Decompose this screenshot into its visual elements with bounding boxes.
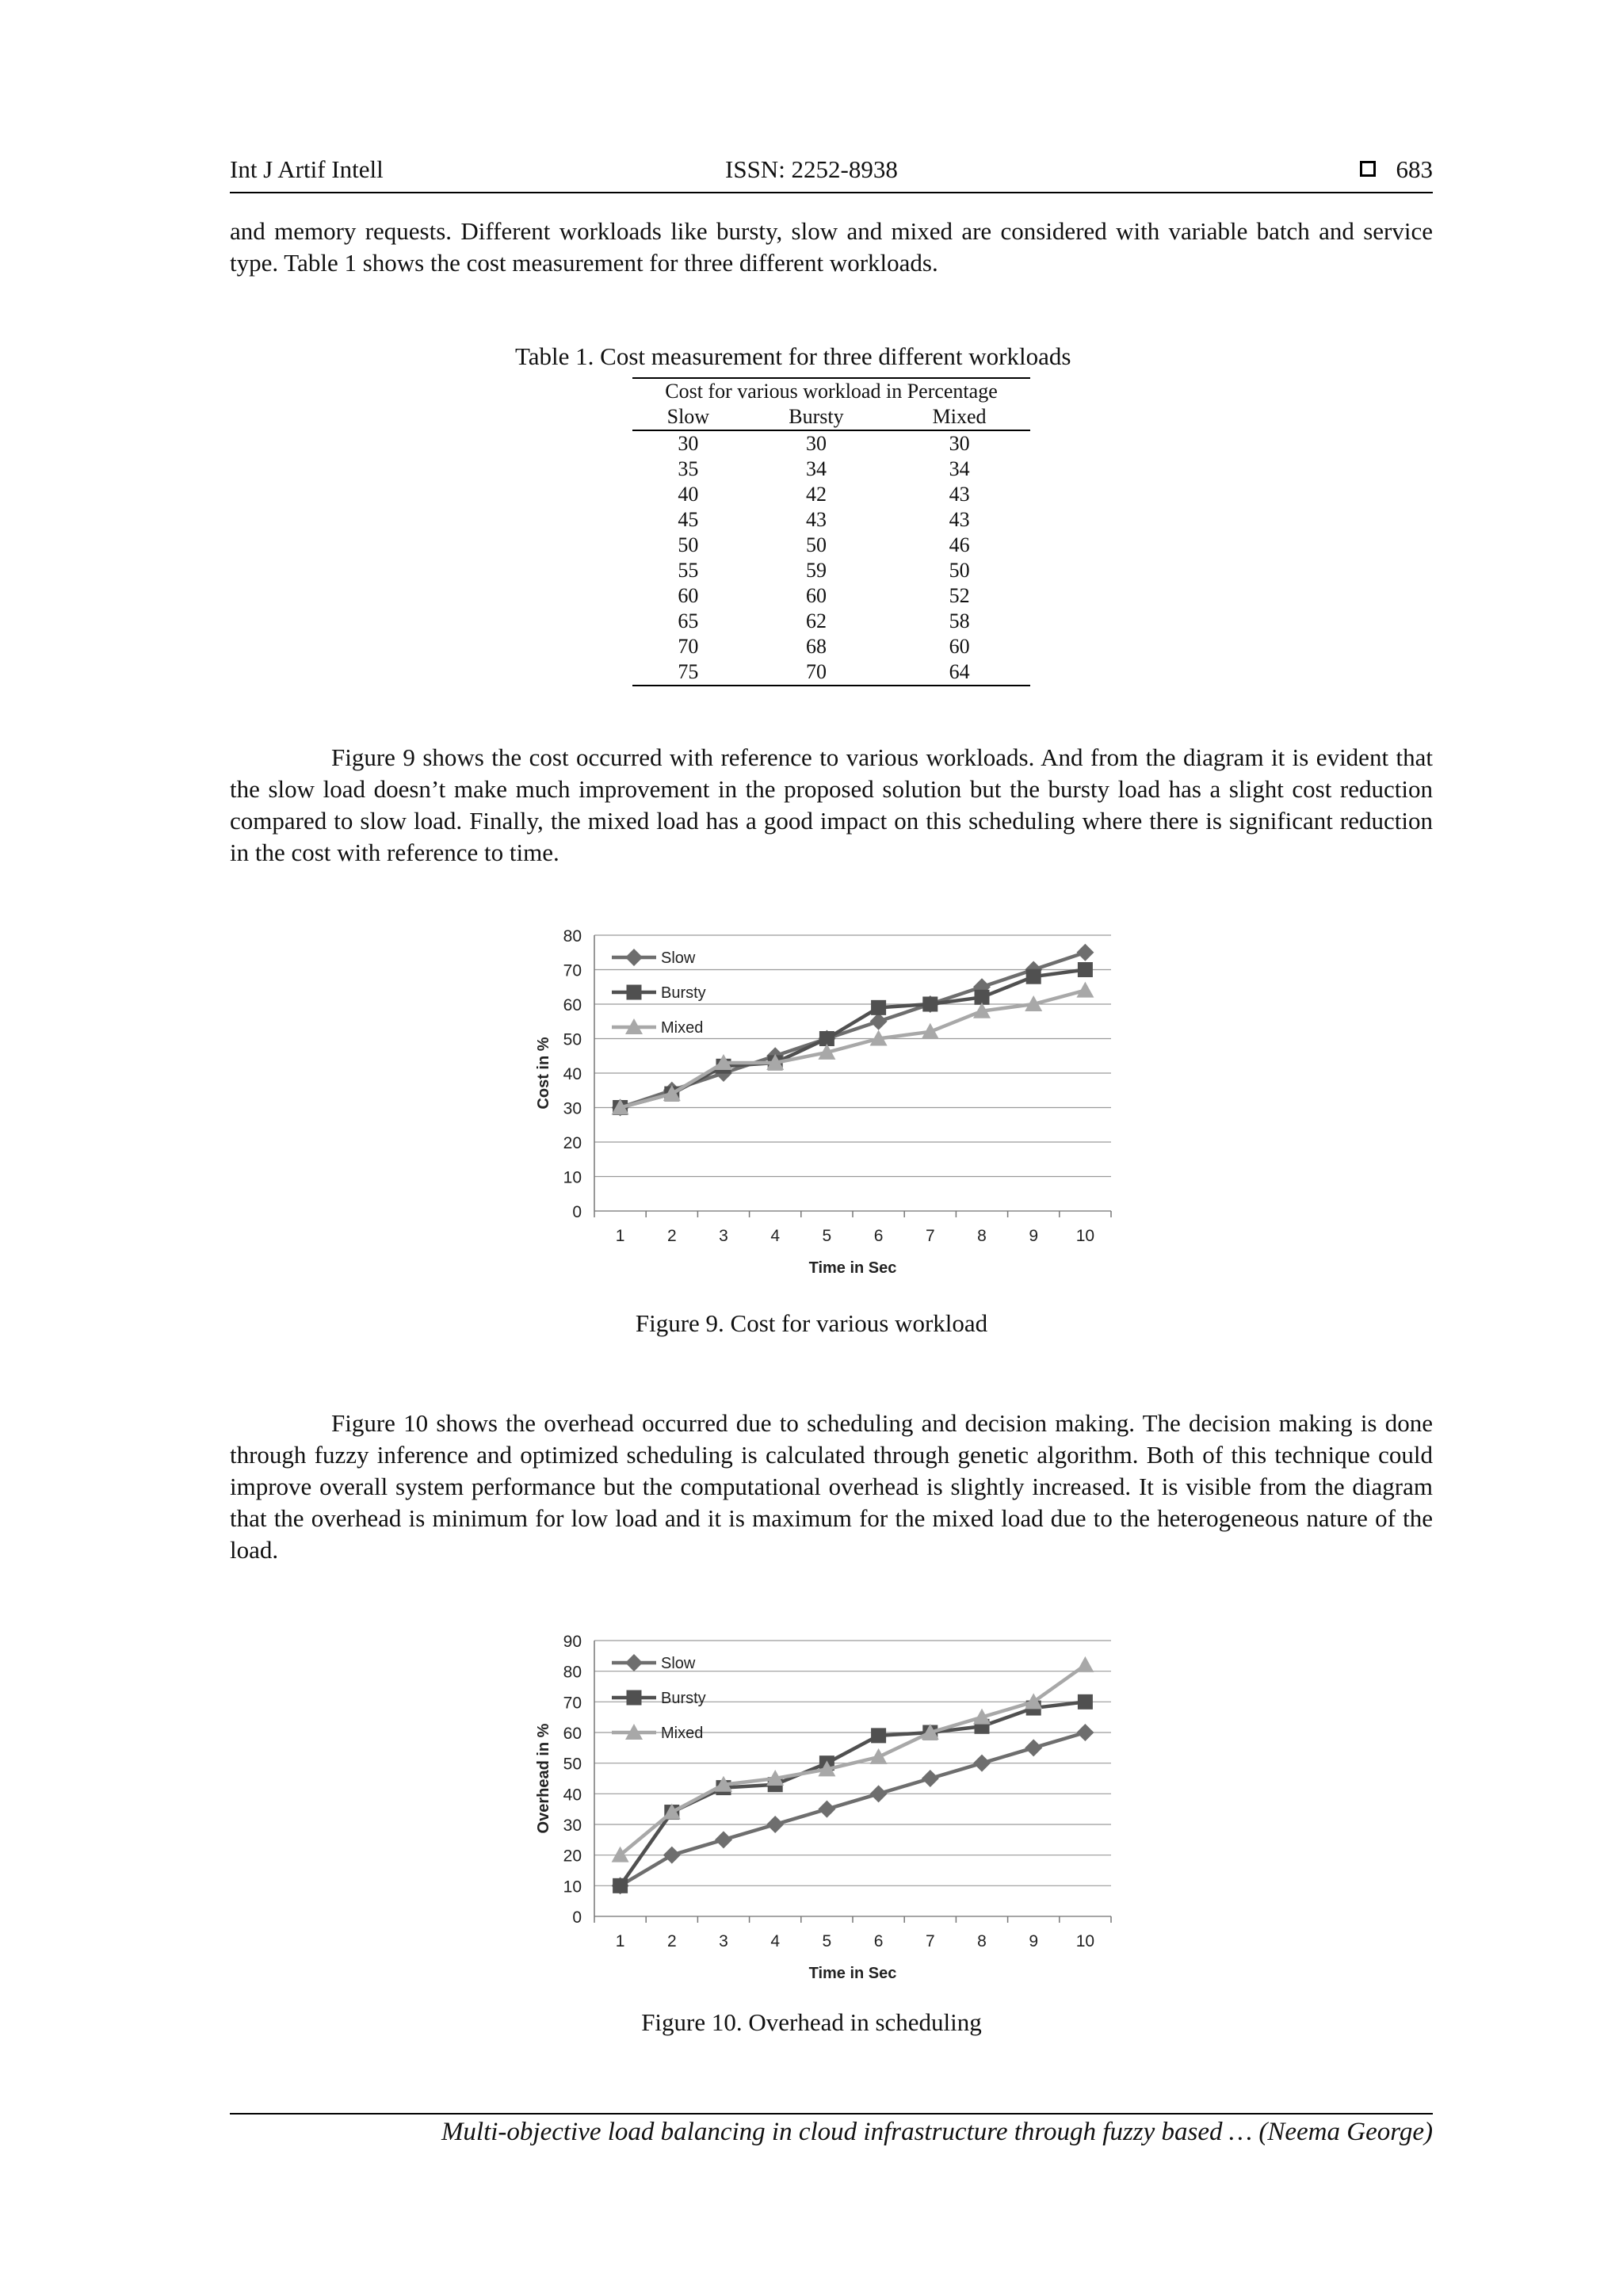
y-tick-label: 80 <box>563 1663 582 1682</box>
data-point-bursty <box>1078 962 1093 977</box>
x-tick-label: 10 <box>1075 1932 1095 1950</box>
series-line-slow <box>621 1733 1086 1885</box>
table-row <box>632 457 1030 482</box>
legend-marker <box>627 1690 642 1706</box>
y-tick-label: 30 <box>563 1817 582 1835</box>
data-point-mixed <box>1076 1656 1094 1672</box>
table-row <box>632 583 1030 609</box>
table-body <box>632 430 1030 686</box>
data-point-mixed <box>870 1748 888 1764</box>
x-tick-label: 2 <box>666 1227 677 1245</box>
data-point-slow <box>715 1831 732 1848</box>
table-cell: 50 <box>949 559 970 582</box>
data-point-slow <box>1076 944 1094 961</box>
table-cell: 43 <box>805 508 827 531</box>
table-cell: 60 <box>949 635 970 658</box>
x-tick-label: 4 <box>770 1227 781 1245</box>
x-tick-label: 5 <box>822 1227 832 1245</box>
table-row <box>632 634 1030 659</box>
data-point-slow <box>870 1013 888 1030</box>
cost-chart <box>515 911 1133 1284</box>
y-tick-label: 60 <box>563 996 582 1014</box>
x-tick-label: 4 <box>770 1932 781 1950</box>
legend-label: Mixed <box>661 1725 704 1742</box>
data-point-slow <box>818 1801 835 1818</box>
y-tick-label: 30 <box>563 1099 582 1118</box>
table-row <box>632 507 1030 533</box>
table-cell: 45 <box>678 508 699 531</box>
x-tick-label: 6 <box>873 1227 884 1245</box>
table-cell: 30 <box>949 432 970 455</box>
legend-item-bursty <box>612 1690 706 1707</box>
figure10-caption: Figure 10. Overhead in scheduling <box>641 2008 982 2036</box>
paragraph-figure10-discussion: Figure 10 shows the overhead occurred due to scheduling and decision making. The decision making is done through fuzzy inference and optimized scheduling is calculated through genetic algorithm. Both of this technique could improve overall system performance but the computational overhead is slightly increased. It is visible from the diagram that the overhead is minimum for low load and it is maximum for the mixed load due to the heterogeneous nature of the load. <box>230 1409 1433 1564</box>
legend-label: Bursty <box>661 1690 706 1707</box>
data-point-bursty <box>1078 1694 1093 1710</box>
table-col-slow: Slow <box>632 404 744 430</box>
legend-item-slow <box>612 1654 696 1672</box>
x-tick-label: 7 <box>925 1227 935 1245</box>
page-number: 683 <box>1396 155 1433 183</box>
table-cell: 50 <box>678 533 699 556</box>
data-point-bursty <box>871 1728 886 1743</box>
x-tick-label: 2 <box>666 1932 677 1950</box>
table-cell: 60 <box>805 584 827 607</box>
x-tick-label: 7 <box>925 1932 935 1950</box>
table-row <box>632 659 1030 686</box>
y-tick-label: 50 <box>563 1030 582 1049</box>
legend-item-slow <box>612 949 696 967</box>
x-tick-label: 10 <box>1075 1227 1095 1245</box>
paragraph-intro: and memory requests. Different workloads like bursty, slow and mixed are considered with variable batch and service type. Table 1 shows the cost measurement for three different workloads. <box>230 217 1433 277</box>
legend-label: Slow <box>661 1655 696 1672</box>
y-tick-label: 70 <box>563 961 582 980</box>
table-cell: 70 <box>678 635 699 658</box>
y-tick-label: 10 <box>563 1878 582 1897</box>
table-cell: 64 <box>888 659 1030 686</box>
table-cell: 59 <box>805 559 827 582</box>
data-point-slow <box>1076 1724 1094 1741</box>
y-tick-label: 20 <box>563 1847 582 1866</box>
overhead-chart <box>515 1617 1133 1989</box>
series-mixed <box>612 1656 1094 1862</box>
figure9-caption: Figure 9. Cost for various workload <box>635 1309 988 1337</box>
data-point-slow <box>922 1770 939 1787</box>
table-cell: 30 <box>678 432 699 455</box>
x-tick-label: 9 <box>1029 1227 1039 1245</box>
table-cell: 52 <box>949 584 970 607</box>
y-tick-label: 70 <box>563 1694 582 1713</box>
footer-rule <box>230 2113 1433 2115</box>
table-cell: 40 <box>678 483 699 506</box>
x-tick-label: 3 <box>719 1932 728 1950</box>
data-point-mixed <box>1076 982 1094 998</box>
table-cell: 65 <box>678 609 699 632</box>
journal-name: Int J Artif Intell <box>230 155 384 183</box>
paragraph-figure9-discussion: Figure 9 shows the cost occurred with reference to various workloads. And from the diagram it is evident that the slow load doesn’t make much improvement in the proposed solution but the bursty load has a slight cost reduction compared to slow load. Finally, the mixed load has a good impact on this scheduling where there is significant reduction in the cost with reference to time. <box>230 743 1433 866</box>
x-axis-label: Time in Sec <box>808 1259 897 1277</box>
footer-citation: Multi-objective load balancing in cloud infrastructure through fuzzy based … (Neema George) <box>441 2118 1433 2146</box>
table-col-bursty: Bursty <box>744 404 889 430</box>
legend-label: Bursty <box>661 984 706 1002</box>
table-cell: 42 <box>805 483 827 506</box>
y-tick-label: 50 <box>563 1755 582 1774</box>
y-tick-label: 10 <box>563 1168 582 1187</box>
legend-label: Slow <box>661 949 696 967</box>
legend-marker <box>625 949 643 966</box>
legend-item-bursty <box>612 984 706 1002</box>
data-point-bursty <box>1026 969 1041 984</box>
table-cell: 60 <box>678 584 699 607</box>
data-point-bursty <box>871 1000 886 1015</box>
table-row <box>632 558 1030 583</box>
x-tick-label: 6 <box>873 1932 884 1950</box>
table-cell: 70 <box>744 659 889 686</box>
table-cell: 43 <box>949 508 970 531</box>
series-line-mixed <box>621 991 1086 1108</box>
y-tick-label: 80 <box>563 927 582 946</box>
x-axis-label: Time in Sec <box>808 1965 897 1982</box>
x-tick-label: 1 <box>615 1932 625 1950</box>
y-tick-label: 0 <box>572 1908 582 1927</box>
legend-label: Mixed <box>661 1019 704 1037</box>
legend-marker <box>625 1654 643 1671</box>
y-tick-label: 60 <box>563 1725 582 1743</box>
table-col-mixed: Mixed <box>888 404 1030 430</box>
table-cell: 34 <box>805 457 827 480</box>
table-cell: 58 <box>949 609 970 632</box>
data-point-slow <box>766 1816 784 1833</box>
y-axis-label: Cost in % <box>535 1037 552 1110</box>
table-cell: 46 <box>949 533 970 556</box>
x-tick-label: 3 <box>719 1227 728 1245</box>
y-tick-label: 0 <box>572 1203 582 1221</box>
data-point-bursty <box>922 997 938 1012</box>
table-cell: 62 <box>805 609 827 632</box>
y-tick-label: 40 <box>563 1065 582 1083</box>
data-point-slow <box>870 1785 888 1802</box>
x-tick-label: 1 <box>615 1227 625 1245</box>
table-row <box>632 430 1030 457</box>
x-tick-label: 5 <box>822 1932 832 1950</box>
x-tick-label: 9 <box>1029 1932 1039 1950</box>
table-cell: 75 <box>632 659 744 686</box>
data-point-slow <box>1025 1739 1042 1756</box>
x-tick-label: 8 <box>977 1932 987 1950</box>
table-cell: 68 <box>805 635 827 658</box>
x-tick-label: 8 <box>977 1227 987 1245</box>
y-axis-label: Overhead in % <box>535 1723 552 1834</box>
issn: ISSN: 2252-8938 <box>725 155 898 183</box>
data-point-slow <box>663 1847 681 1864</box>
legend-item-mixed <box>612 1018 703 1037</box>
table-row <box>632 609 1030 634</box>
table-cell: 34 <box>949 457 970 480</box>
y-tick-label: 20 <box>563 1134 582 1152</box>
y-tick-label: 90 <box>563 1633 582 1651</box>
table-cell: 30 <box>805 432 827 455</box>
table-row <box>632 533 1030 558</box>
table-group-header: Cost for various workload in Percentage <box>632 378 1030 404</box>
table-cell: 55 <box>678 559 699 582</box>
table-title: Table 1. Cost measurement for three different workloads <box>515 342 1071 370</box>
data-point-bursty <box>613 1878 628 1893</box>
checkbox-square-icon <box>1360 161 1376 177</box>
table-cell: 43 <box>949 483 970 506</box>
cost-table <box>632 377 1030 686</box>
data-point-slow <box>973 1755 991 1772</box>
page-header <box>230 155 1433 193</box>
table-cell: 35 <box>678 457 699 480</box>
y-tick-label: 40 <box>563 1786 582 1805</box>
legend-marker <box>627 985 642 1000</box>
table-cell: 50 <box>805 533 827 556</box>
table-row <box>632 482 1030 507</box>
